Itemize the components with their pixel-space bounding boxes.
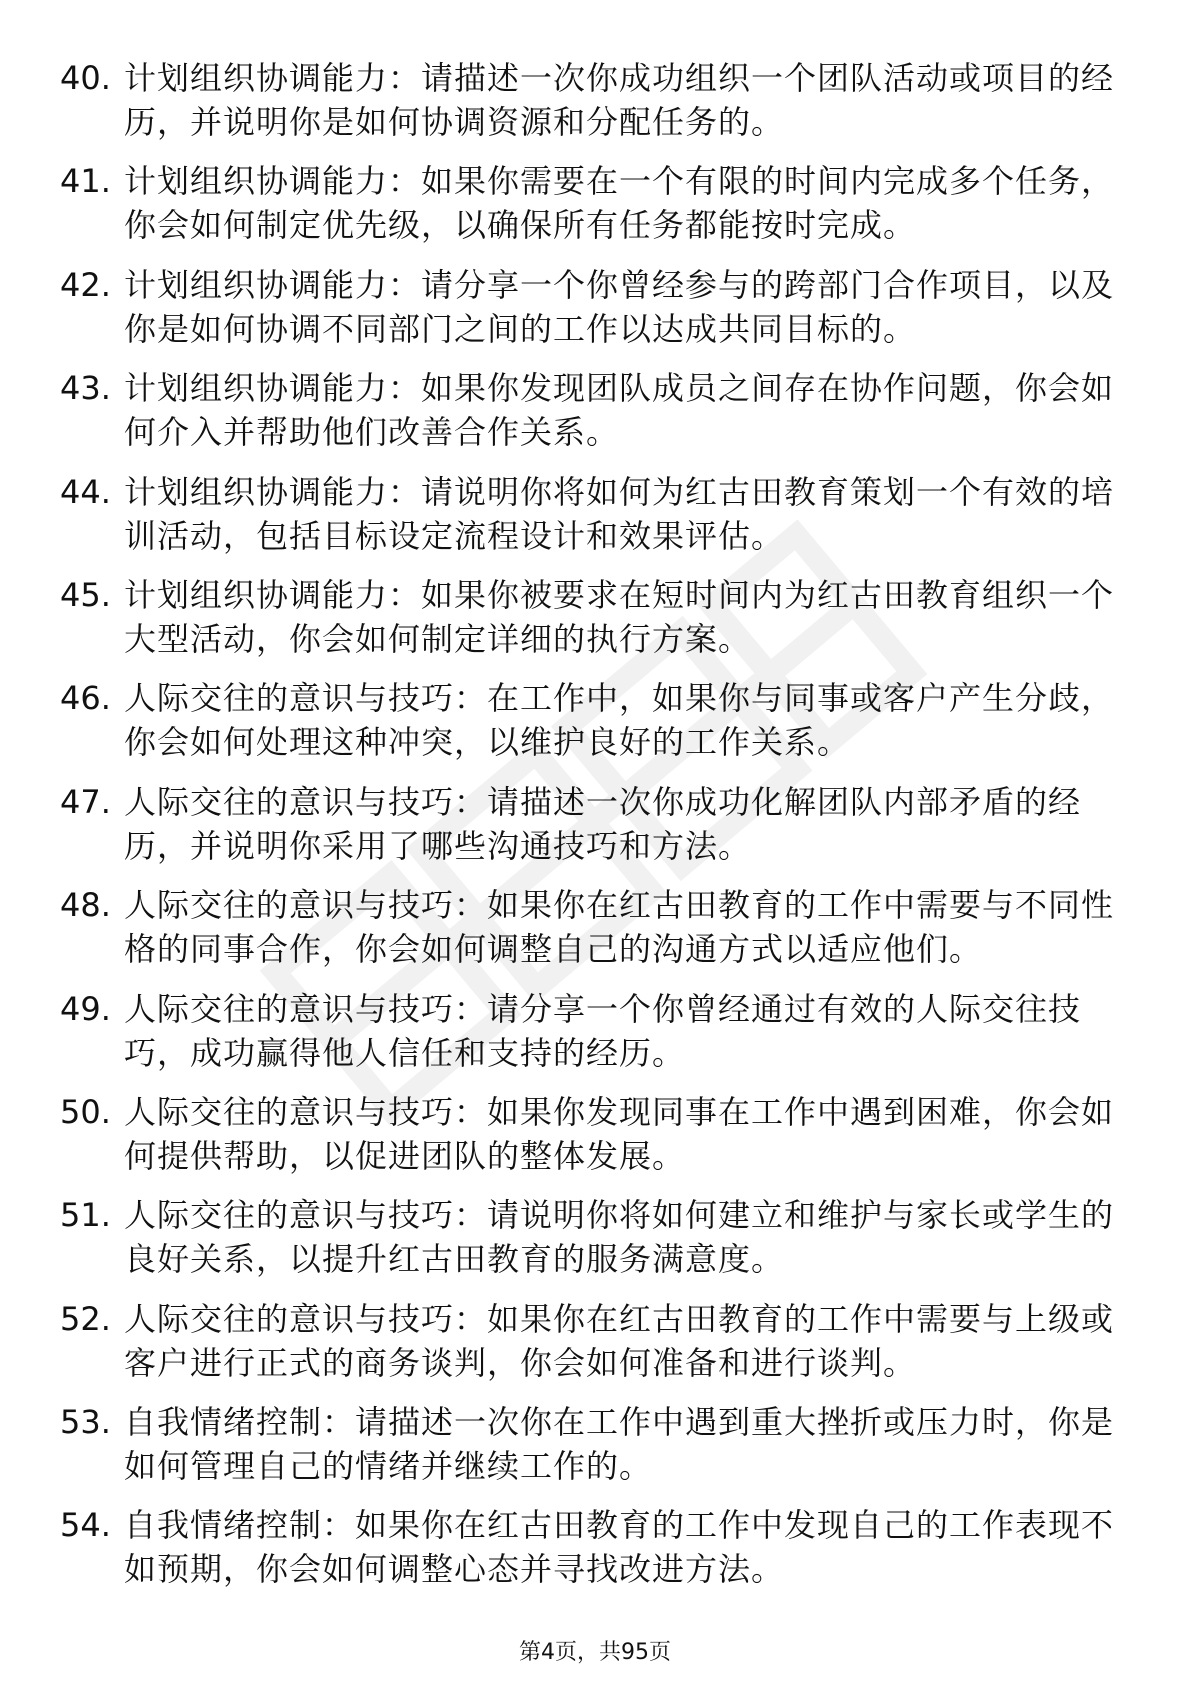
question-number: 40.: [60, 59, 111, 97]
question-list: [60, 56, 1120, 1607]
question-item: [60, 1503, 1120, 1606]
question-item: [60, 987, 1120, 1090]
question-text: 人际交往的意识与技巧：请说明你将如何建立和维护与家长或学生的良好关系，以提升红古田教育的服务满意度。: [124, 1196, 1115, 1279]
question-number: 47.: [60, 782, 111, 821]
question-number: 51.: [60, 1196, 111, 1235]
question-number: 41.: [60, 162, 111, 201]
question-text: 计划组织协调能力：请说明你将如何为红古田教育策划一个有效的培训活动，包括目标设定流程设计和效果评估。: [124, 472, 1115, 555]
question-item: [60, 263, 1120, 366]
page-number-label: 第4页，共95页: [519, 1640, 671, 1665]
question-text: 人际交往的意识与技巧：如果你在红古田教育的工作中需要与不同性格的同事合作，你会如何调整自己的沟通方式以适应他们。: [124, 886, 1115, 969]
question-item: [60, 1400, 1120, 1503]
question-number: 52.: [60, 1299, 111, 1338]
question-number: 50.: [60, 1092, 111, 1131]
question-item: [60, 1297, 1120, 1400]
question-item: [60, 883, 1120, 986]
question-text: 计划组织协调能力：如果你被要求在短时间内为红古田教育组织一个大型活动，你会如何制定详细的执行方案。: [124, 575, 1115, 658]
question-item: [60, 56, 1120, 159]
question-number: 48.: [60, 886, 111, 925]
question-number: 43.: [60, 369, 111, 408]
question-text: 计划组织协调能力：请分享一个你曾经参与的跨部门合作项目，以及你是如何协调不同部门之间的工作以达成共同目标的。: [124, 265, 1115, 348]
question-text: 人际交往的意识与技巧：如果你发现同事在工作中遇到困难，你会如何提供帮助，以促进团队的整体发展。: [124, 1092, 1115, 1175]
question-item: [60, 159, 1120, 262]
page-footer: [0, 1635, 1190, 1666]
question-text: 计划组织协调能力：如果你发现团队成员之间存在协作问题，你会如何介入并帮助他们改善合作关系。: [124, 369, 1115, 452]
question-number: 46.: [60, 679, 111, 718]
question-item: [60, 470, 1120, 573]
question-text: 自我情绪控制：如果你在红古田教育的工作中发现自己的工作表现不如预期，你会如何调整心态并寻找改进方法。: [124, 1506, 1115, 1589]
question-text: 人际交往的意识与技巧：如果你在红古田教育的工作中需要与上级或客户进行正式的商务谈判，你会如何准备和进行谈判。: [124, 1299, 1115, 1382]
question-item: [60, 676, 1120, 779]
question-number: 42.: [60, 265, 111, 304]
question-text: 计划组织协调能力：请描述一次你成功组织一个团队活动或项目的经历，并说明你是如何协调资源和分配任务的。: [124, 59, 1115, 141]
question-text: 人际交往的意识与技巧：请分享一个你曾经通过有效的人际交往技巧，成功赢得他人信任和支持的经历。: [124, 989, 1082, 1072]
question-item: [60, 780, 1120, 883]
question-text: 计划组织协调能力：如果你需要在一个有限的时间内完成多个任务，你会如何制定优先级，以确保所有任务都能按时完成。: [124, 162, 1115, 245]
question-text: 人际交往的意识与技巧：在工作中，如果你与同事或客户产生分歧，你会如何处理这种冲突，以维护良好的工作关系。: [124, 679, 1115, 762]
question-number: 54.: [60, 1506, 111, 1545]
question-text: 人际交往的意识与技巧：请描述一次你成功化解团队内部矛盾的经历，并说明你采用了哪些沟通技巧和方法。: [124, 782, 1082, 865]
question-number: 53.: [60, 1403, 111, 1442]
question-text: 自我情绪控制：请描述一次你在工作中遇到重大挫折或压力时，你是如何管理自己的情绪并继续工作的。: [124, 1403, 1115, 1486]
question-number: 49.: [60, 989, 111, 1028]
question-item: [60, 366, 1120, 469]
question-item: [60, 573, 1120, 676]
question-item: [60, 1193, 1120, 1296]
question-number: 44.: [60, 472, 111, 511]
question-item: [60, 1090, 1120, 1193]
question-number: 45.: [60, 575, 111, 614]
